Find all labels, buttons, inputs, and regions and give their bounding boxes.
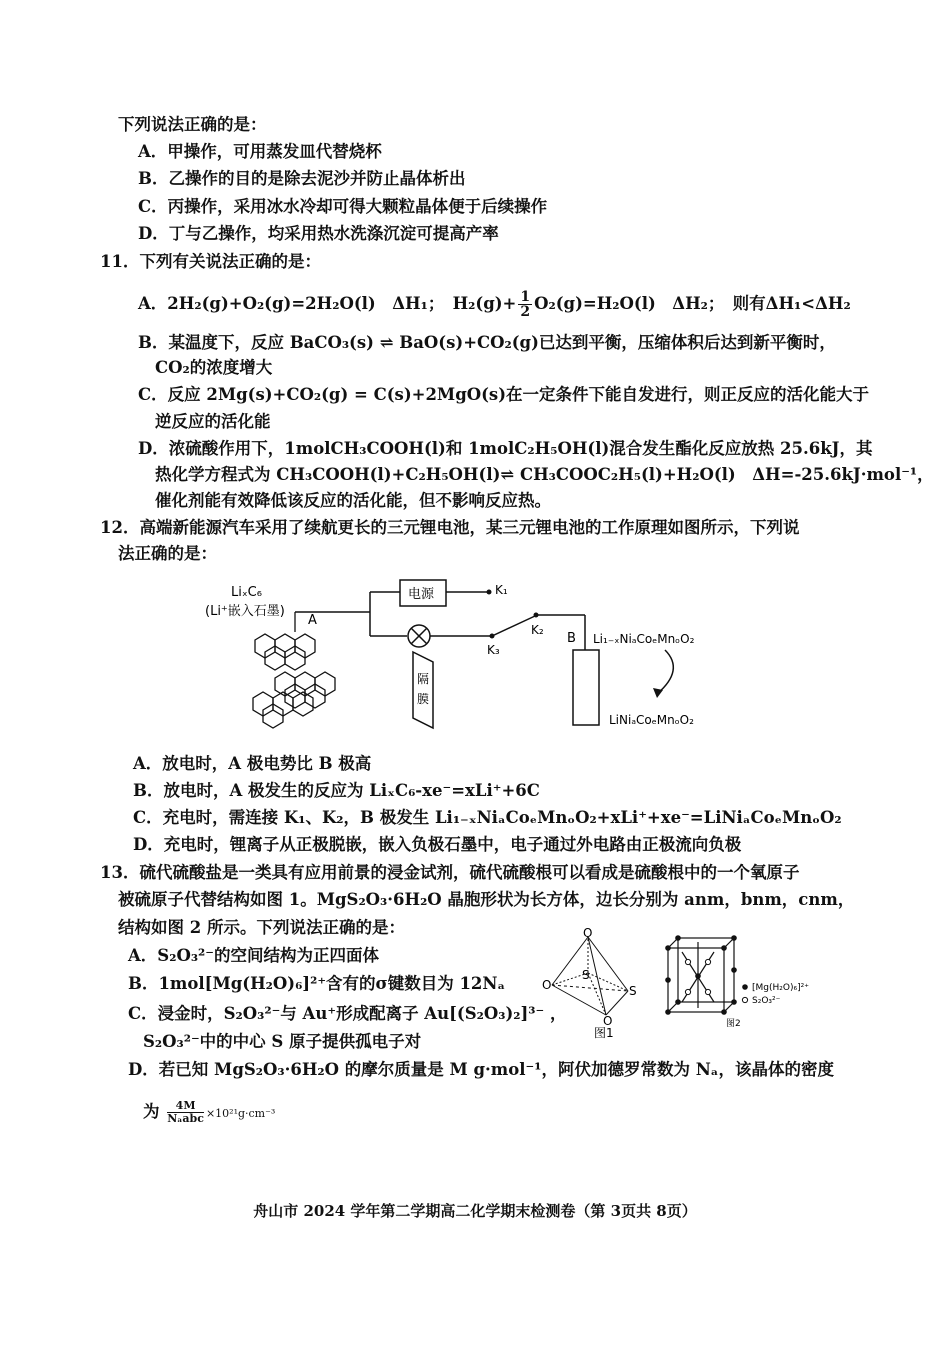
q13-d-numerator: 4M (167, 1100, 204, 1113)
separator-label-2: 膜 (417, 692, 430, 706)
legend-mg-marker (742, 984, 748, 990)
top-formula: Li₁₋ₓNiₐCoₑMnₒO₂ (593, 632, 695, 646)
q11-option-c-line2: 逆反应的活化能 (155, 412, 271, 431)
q11-option-d-line1: D．浓硫酸作用下，1molCH₃COOH(l)和 1molC₂H₅OH(l)混合发生酯化反应放热 25.6kJ，其 (138, 439, 873, 458)
k3-label: K₃ (487, 643, 500, 657)
page-footer: 舟山市 2024 学年第二学期高二化学期末检测卷（第 3页共 8页） (253, 1202, 697, 1220)
electrode-b-label: B (567, 631, 576, 646)
q13-option-b: B．1mol[Mg(H₂O)₆]²⁺含有的σ键数目为 12Nₐ (128, 974, 506, 993)
q10-stem: 下列说法正确的是： (118, 115, 267, 134)
thiosulfate-structure-figure (538, 925, 648, 1040)
q11-a-denominator: 2 (520, 304, 531, 320)
q11-option-d-line2: 热化学方程式为 CH₃COOH(l)+C₂H₅OH(l)⇌ CH₃COOC₂H₅(l)+H₂O(l) ΔH=-25.6kJ·mol⁻¹， (155, 465, 934, 484)
unit-cell-figure (660, 932, 860, 1032)
q12-stem-line1: 12．高端新能源汽车采用了续航更长的三元锂电池，某三元锂电池的工作原理如图所示，下列说 (100, 518, 800, 537)
q13-option-d-line1: D．若已知 MgS₂O₃·6H₂O 的摩尔质量是 M g·mol⁻¹，阿伏加德罗常数为 Nₐ，该晶体的密度 (128, 1060, 834, 1079)
figure-1-label: 图1 (594, 1026, 614, 1040)
q13-d-suffix: ×10²¹g·cm⁻³ (205, 1107, 276, 1120)
separator-label-1: 隔 (417, 672, 430, 686)
legend-s2o3-marker (742, 997, 747, 1002)
oxygen-atom-left: O (542, 978, 552, 992)
bottom-formula: LiNiₐCoₑMnₒO₂ (609, 713, 694, 727)
k2-label: K₂ (531, 623, 544, 637)
li-embed-label: (Li⁺嵌入石墨) (205, 604, 285, 619)
q13-d-prefix: 为 (143, 1102, 160, 1121)
cathode-electrode (573, 650, 599, 725)
q13-option-c-line2: S₂O₃²⁻中的中心 S 原子提供孤电子对 (143, 1032, 422, 1051)
q10-option-b: B．乙操作的目的是除去泥沙并防止晶体析出 (138, 169, 466, 188)
q12-option-c: C．充电时，需连接 K₁、K₂，B 极发生 Li₁₋ₓNiₐCoₑMnₒO₂+xLi⁺+xe⁻=LiNiₐCoₑMnₒO₂ (133, 808, 842, 827)
q10-option-d: D．丁与乙操作，均采用热水洗涤沉淀可提高产率 (138, 224, 499, 243)
q11-stem: 11．下列有关说法正确的是： (100, 252, 321, 271)
q13-option-d-line2 (143, 1100, 275, 1125)
q11-option-c-line1: C．反应 2Mg(s)+CO₂(g) = C(s)+2MgO(s)在一定条件下能自发进行，则正反应的活化能大于 (138, 385, 870, 404)
k1-label: K₁ (495, 583, 508, 597)
q11-a-part1: A．2H₂(g)+O₂(g)=2H₂O(l) ΔH₁； H₂(g)+ (138, 294, 517, 313)
q13-stem-line3: 结构如图 2 所示。下列说法正确的是： (118, 918, 405, 937)
q11-a-fraction (518, 290, 532, 319)
mg-complex-sites (665, 935, 737, 1015)
q12-option-b: B．放电时，A 极发生的反应为 LiₓC₆-xe⁻=xLi⁺+6C (133, 781, 540, 800)
q12-stem-line2: 法正确的是： (118, 544, 217, 563)
lixc6-label: LiₓC₆ (231, 585, 262, 600)
battery-diagram (195, 570, 755, 740)
legend-s2o3-label: S₂O₃²⁻ (752, 996, 781, 1006)
q10-option-c: C．丙操作，采用冰水冷却可得大颗粒晶体便于后续操作 (138, 197, 548, 216)
electrode-a-label: A (308, 613, 317, 628)
q11-option-b-line1: B．某温度下，反应 BaCO₃(s) ⇌ BaO(s)+CO₂(g)已达到平衡，压缩体积后达到新平衡时， (138, 333, 836, 352)
q13-d-fraction (167, 1100, 204, 1125)
legend-mg-label: [Mg(H₂O)₆]²⁺ (752, 983, 809, 993)
q13-option-c-line1: C．浸金时，S₂O₃²⁻与 Au⁺形成配离子 Au[(S₂O₃)₂]³⁻ ， (128, 1004, 567, 1023)
q13-stem-line2: 被硫原子代替结构如图 1。MgS₂O₃·6H₂O 晶胞形状为长方体，边长分别为 anm，bnm，cnm， (118, 890, 855, 909)
graphite-layers-icon (253, 612, 335, 728)
sulfur-atom-center: S (582, 968, 590, 982)
q12-option-a: A．放电时，A 极电势比 B 极高 (133, 754, 372, 773)
conversion-arrow (657, 650, 673, 694)
oxygen-atom-top: O (583, 926, 593, 940)
q13-stem-line1: 13．硫代硫酸盐是一类具有应用前景的浸金试剂，硫代硫酸根可以看成是硫酸根中的一个氧原子 (100, 863, 800, 882)
q11-a-numerator: 1 (520, 289, 531, 305)
figure-2-label: 图2 (726, 1019, 741, 1029)
separator (413, 652, 433, 728)
q11-option-b-line2: CO₂的浓度增大 (155, 358, 273, 377)
oxygen-atom-bottom: O (603, 1014, 613, 1028)
sulfur-atom-terminal: S (629, 984, 637, 998)
q10-option-a: A．甲操作，可用蒸发皿代替烧杯 (138, 142, 382, 161)
q11-option-d-line3: 催化剂能有效降低该反应的活化能，但不影响反应热。 (155, 491, 551, 510)
switch-lever (492, 616, 535, 636)
q13-d-denominator: Nₐabc (167, 1112, 204, 1125)
power-source-label: 电源 (408, 587, 435, 602)
q12-option-d: D．充电时，锂离子从正极脱嵌，嵌入负极石墨中，电子通过外电路由正极流向负极 (133, 835, 742, 854)
q11-option-a (138, 290, 851, 319)
q13-option-a: A．S₂O₃²⁻的空间结构为正四面体 (128, 946, 379, 965)
q11-a-part2: O₂(g)=H₂O(l) ΔH₂； 则有ΔH₁<ΔH₂ (534, 294, 851, 313)
